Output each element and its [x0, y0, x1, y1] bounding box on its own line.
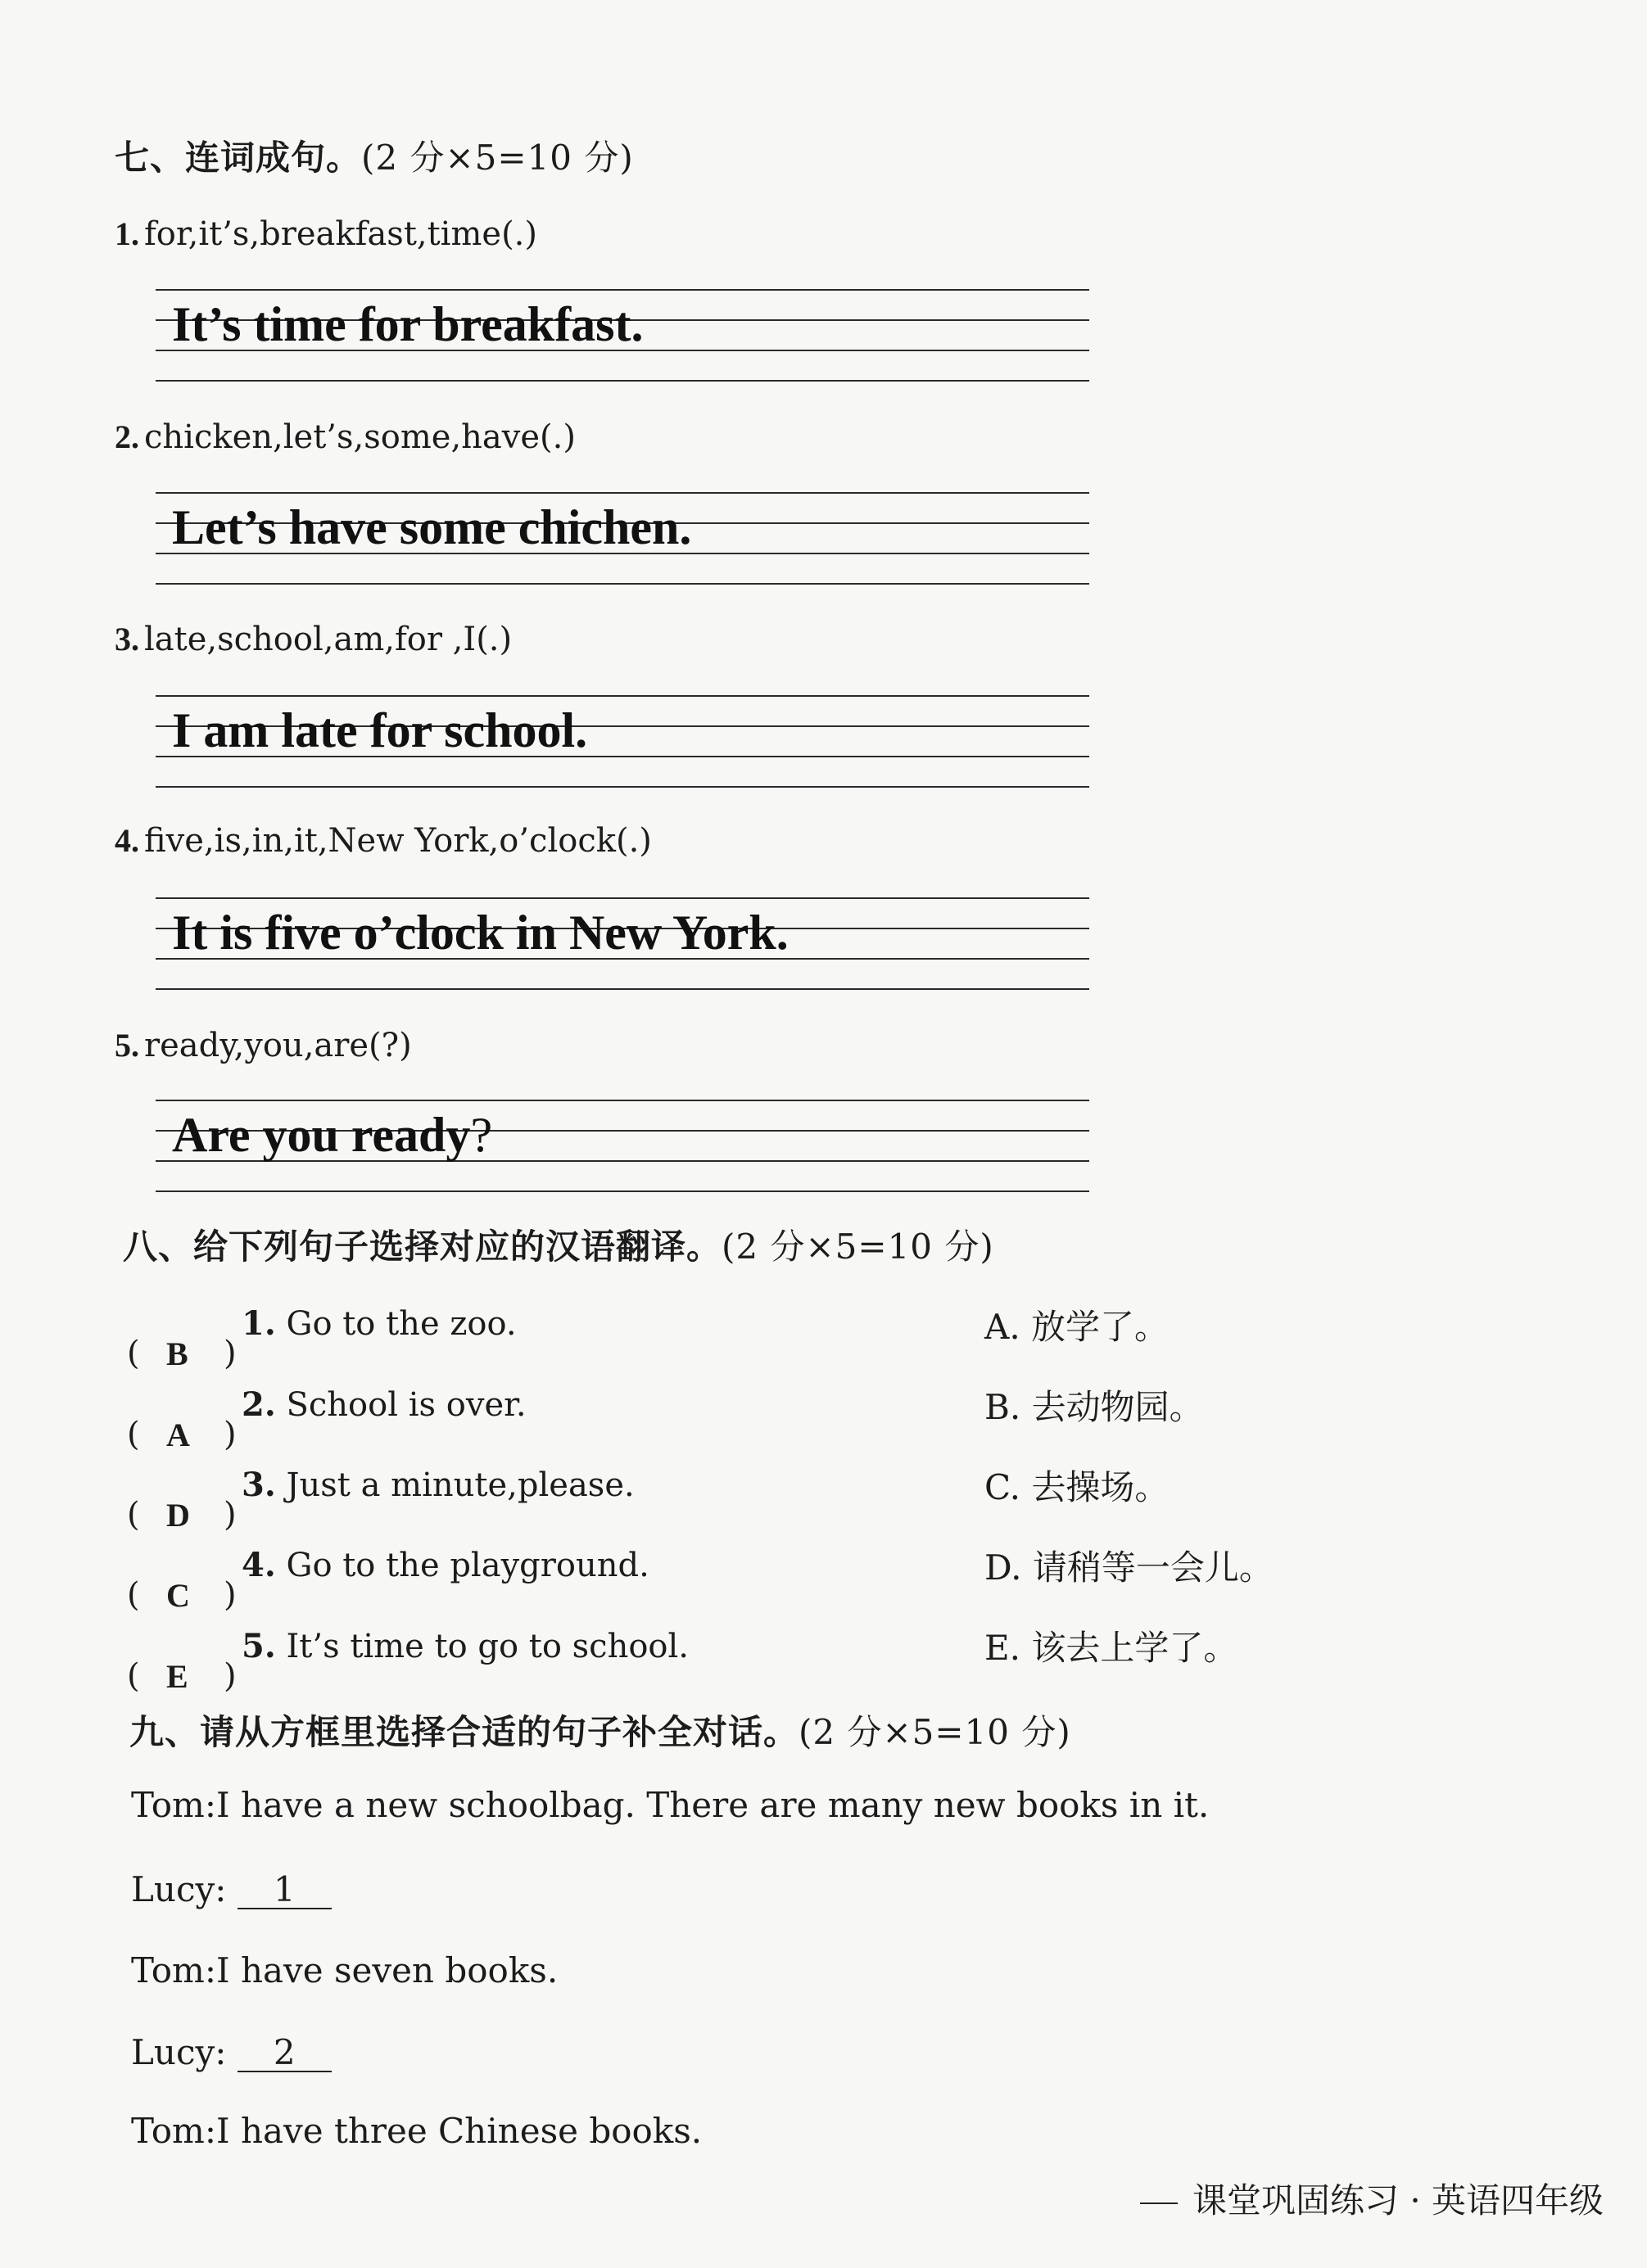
match-row-1: ( B ) 1. Go to the zoo. [127, 1304, 517, 1372]
match-sentence: Go to the playground. [286, 1547, 649, 1584]
match-answer: A [166, 1416, 190, 1453]
dialogue-speaker: Tom: [131, 1950, 217, 1990]
dialogue-text: I have a new schoolbag. There are many new books in it. [216, 1785, 1210, 1825]
option-c: C. 去操场。 [984, 1467, 1170, 1507]
question-words: late,school,am,for ,I(.) [144, 621, 513, 658]
section8-heading [123, 1220, 994, 1269]
section9-title: 九、请从方框里选择合适的句子补全对话。 [129, 1712, 799, 1752]
answer-5: Are you ready? [172, 1108, 493, 1162]
dialogue-blank: 1 [238, 1872, 332, 1909]
match-row-3: ( D ) 3. Just a minute,please. [127, 1466, 635, 1534]
match-answer: C [166, 1577, 190, 1614]
match-number: 2. [242, 1385, 276, 1424]
question-words: ready,you,are(?) [144, 1027, 412, 1064]
question-5 [115, 1026, 412, 1064]
option-a: A. 放学了。 [984, 1307, 1170, 1347]
answer-1: It’s time for breakfast. [172, 297, 644, 351]
match-sentence: Just a minute,please. [286, 1466, 635, 1504]
answer-3: I am late for school. [172, 703, 588, 757]
question-2 [115, 418, 576, 456]
section7-heading [115, 131, 634, 180]
dialogue-line-3 [131, 1950, 558, 1990]
page-footer [1140, 2174, 1604, 2223]
dialogue-text: I have three Chinese books. [216, 2111, 703, 2151]
section8-score: (2 分×5=10 分) [722, 1227, 994, 1267]
question-number: 2. [115, 418, 139, 455]
match-number: 3. [242, 1466, 276, 1504]
dialogue-blank: 2 [238, 2035, 332, 2072]
answer-2: Let’s have some chichen. [172, 500, 692, 554]
dialogue-text: I have seven books. [216, 1950, 559, 1990]
section9-score: (2 分×5=10 分) [799, 1712, 1071, 1752]
match-number: 1. [242, 1304, 276, 1343]
match-number: 5. [242, 1627, 276, 1665]
match-sentence: School is over. [286, 1386, 527, 1424]
dialogue-speaker: Lucy: [131, 1869, 227, 1909]
question-number: 5. [115, 1027, 139, 1064]
footer-text: 课堂巩固练习 · 英语四年级 [1192, 2180, 1604, 2221]
match-row-5: ( E ) 5. It’s time to go to school. [127, 1627, 690, 1695]
section9-heading [129, 1706, 1071, 1755]
dialogue-line-2 [131, 1869, 332, 1909]
question-words: chicken,let’s,some,have(.) [144, 418, 576, 456]
option-d: D. 请稍等一会儿。 [984, 1547, 1274, 1588]
dialogue-speaker: Tom: [131, 1785, 217, 1825]
answer-4: It is five o’clock in New York. [172, 906, 789, 960]
question-1 [115, 215, 537, 253]
section7-title: 七、连词成句。 [115, 138, 362, 178]
section7-score: (2 分×5=10 分) [361, 138, 634, 178]
dialogue-line-5 [131, 2111, 702, 2151]
match-row-4: ( C ) 4. Go to the playground. [127, 1546, 649, 1614]
match-number: 4. [242, 1546, 276, 1584]
dialogue-line-1 [131, 1785, 1209, 1825]
match-answer: D [166, 1497, 190, 1534]
match-sentence: Go to the zoo. [286, 1305, 517, 1343]
option-e: E. 该去上学了。 [984, 1628, 1238, 1668]
match-answer: E [166, 1658, 188, 1695]
question-words: for,it’s,breakfast,time(.) [144, 215, 537, 253]
question-4 [115, 821, 652, 860]
question-number: 3. [115, 621, 139, 657]
section8-title: 八、给下列句子选择对应的汉语翻译。 [123, 1227, 722, 1267]
dialogue-line-4 [131, 2032, 332, 2072]
question-number: 4. [115, 822, 139, 859]
question-number: 1. [115, 215, 139, 252]
match-answer: B [166, 1335, 188, 1372]
option-b: B. 去动物园。 [984, 1387, 1204, 1427]
footer-dash [1140, 2202, 1178, 2204]
dialogue-speaker: Tom: [131, 2111, 217, 2151]
question-3 [115, 620, 512, 658]
match-row-2: ( A ) 2. School is over. [127, 1385, 527, 1453]
match-sentence: It’s time to go to school. [286, 1628, 690, 1665]
dialogue-speaker: Lucy: [131, 2032, 227, 2072]
question-words: five,is,in,it,New York,o’clock(.) [144, 822, 652, 860]
